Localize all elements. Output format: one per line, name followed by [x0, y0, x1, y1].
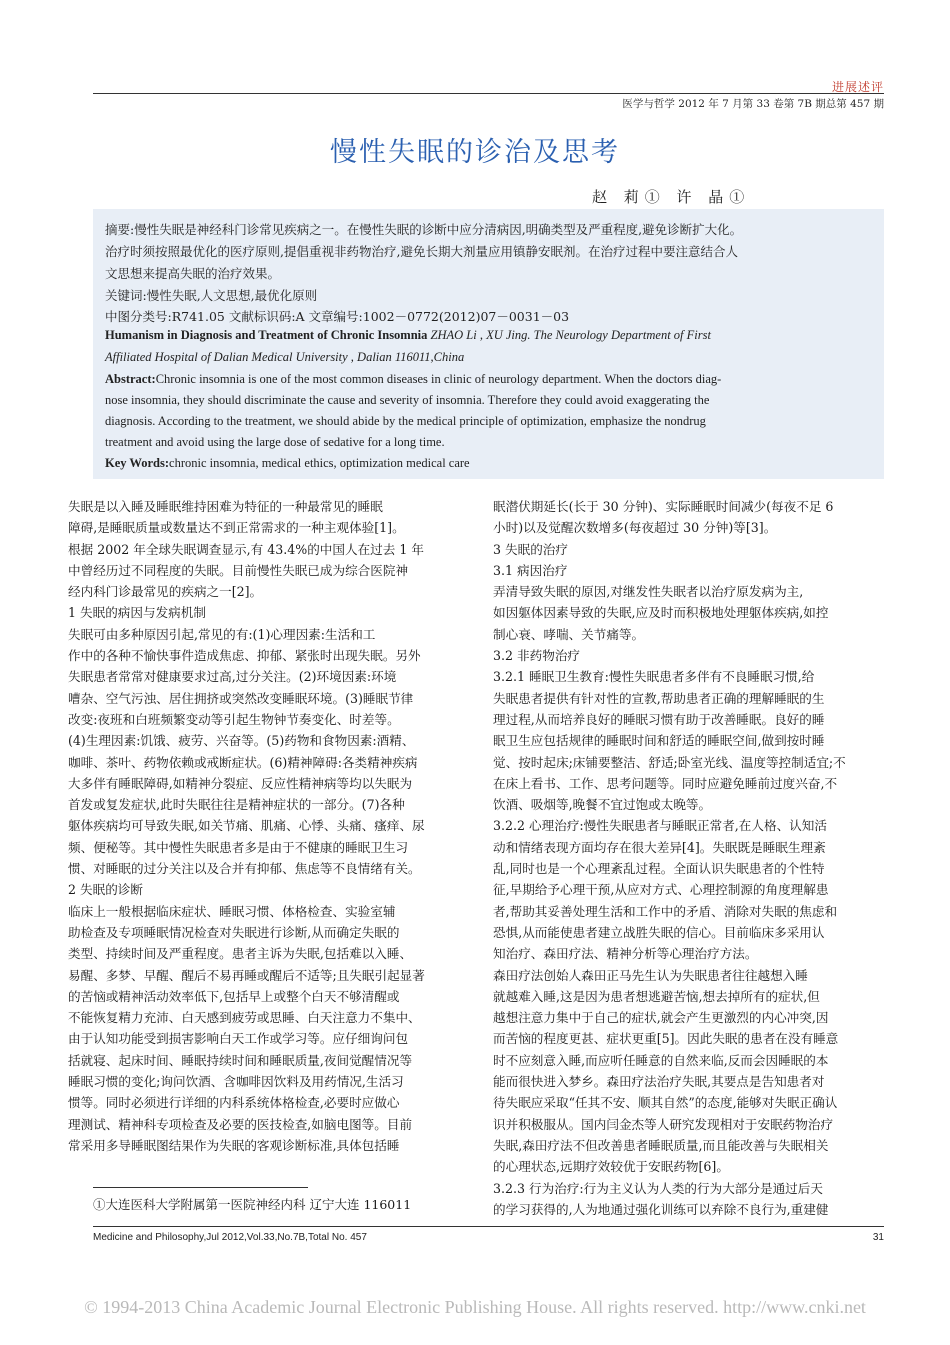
body-line: 3 失眠的治疗: [493, 541, 568, 557]
keywords-label: Key Words:: [105, 456, 170, 470]
footnote-rule: [93, 1187, 308, 1188]
body-line: 如因躯体因素导致的失眠,应及时而积极地处理躯体疾病,如控: [493, 605, 829, 621]
body-line: 的心理状态,远期疗效较优于安眠药物[6]。: [493, 1159, 729, 1175]
body-line: 失眠患者常常对健康要求过高,过分关注。(2)环境因素:环境: [68, 669, 397, 685]
body-line: 3.2.3 行为治疗:行为主义认为人类的行为大部分是通过后天: [493, 1180, 823, 1196]
body-line: (4)生理因素:饥饿、疲劳、兴奋等。(5)药物和食物因素:酒精、: [68, 733, 415, 749]
right-column: [493, 496, 846, 1220]
body-line: 就越难入睡,这是因为患者想逃避苦恼,想去掉所有的症状,但: [493, 988, 820, 1004]
english-abstract-line: diagnosis. According to the treatment, we should abide by the medical principle of optimization, emphasize the nondrug: [105, 414, 706, 428]
english-abstract-line: treatment and avoid using the large dose of sedative for a long time.: [105, 435, 445, 449]
body-line: 障碍,是睡眠质量或数量达不到正常需求的一种主观体验[1]。: [68, 520, 405, 536]
abstract-cn-line: 摘要:慢性失眠是神经科门诊常见疾病之一。在慢性失眠的诊断中应分清病因,明确类型及严重程度,避免诊断扩大化。: [105, 222, 743, 237]
body-line: 嘈杂、空气污浊、居住拥挤或突然改变睡眠环境。(3)睡眠节律: [68, 690, 414, 706]
body-line: 识并积极服从。国内闫金杰等人研究发现相对于安眠药物治疗: [493, 1116, 834, 1132]
body-line: 在床上看书、工作、思考问题等。同时应避免睡前过度兴奋,不: [493, 775, 838, 791]
body-line: 理过程,从而培养良好的睡眠习惯有助于改善睡眠。良好的睡: [493, 711, 825, 727]
body-line: 理测试、精神科专项检查及必要的医技检查,如脑电图等。目前: [68, 1116, 413, 1132]
body-line: 经内科门诊最常见的疾病之一[2]。: [68, 584, 263, 600]
footer-rule: [93, 1226, 884, 1227]
english-title-line: [105, 328, 711, 343]
body-line: 觉、按时起床;床铺要整洁、舒适;卧室光线、温度等控制适宜;不: [493, 754, 846, 770]
body-line: 惯、对睡眠的过分关注以及合并有抑郁、焦虑等不良情绪有关。: [68, 861, 421, 877]
body-line: 改变:夜班和白班频繁变动等引起生物钟节奏变化、时差等。: [68, 711, 400, 727]
journal-info: 医学与哲学 2012 年 7 月第 33 卷第 7B 期总第 457 期: [622, 98, 884, 110]
body-line: 待失眠应采取“任其不安、顺其自然”的态度,能够对失眠正确认: [493, 1095, 838, 1111]
body-line: 失眠可由多种原因引起,常见的有:(1)心理因素:生活和工: [68, 626, 376, 642]
body-line: 惯等。同时必须进行详细的内科系统体格检查,必要时应做心: [68, 1095, 400, 1111]
english-title: Humanism in Diagnosis and Treatment of Chronic Insomnia: [105, 328, 428, 342]
body-line: 森田疗法创始人森田正马先生认为失眠患者往往越想入睡: [493, 967, 808, 983]
body-line: 大多伴有睡眠障碍,如精神分裂症、反应性精神病等均以失眠为: [68, 775, 413, 791]
keywords-cn: 关键词:慢性失眠,人文思想,最优化原则: [105, 288, 318, 303]
body-line: 者,帮助其妥善处理生活和工作中的矛盾、消除对失眠的焦虑和: [493, 903, 838, 919]
body-line: 1 失眠的病因与发病机制: [68, 605, 206, 621]
body-line: 3.2.2 心理治疗:慢性失眠患者与睡眠正常者,在人格、认知活: [493, 818, 827, 834]
left-column: [68, 496, 425, 1156]
body-line: 而苦恼的程度更甚、症状更重[5]。因此失眠的患者在没有睡意: [493, 1031, 839, 1047]
english-keywords-line: [105, 456, 470, 471]
footer-citation: Medicine and Philosophy,Jul 2012,Vol.33,No.7B,Total No. 457: [93, 1232, 367, 1243]
body-line: 不能恢复精力充沛、白天感到疲劳或思睡、白天注意力不集中、: [68, 1010, 421, 1026]
body-line: 制心衰、哮喘、关节痛等。: [493, 626, 645, 642]
body-line: 动和情绪表现方面均存在很大差异[4]。失眠既是睡眠生理紊: [493, 839, 826, 855]
body-line: 弄清导致失眠的原因,对继发性失眠者以治疗原发病为主,: [493, 584, 804, 600]
section-tag: 进展述评: [831, 80, 884, 94]
article-title: 慢性失眠的诊治及思考: [330, 137, 620, 168]
body-line: 能而很快进入梦乡。森田疗法治疗失眠,其要点是告知患者对: [493, 1074, 825, 1090]
body-line: 3.2 非药物治疗: [493, 648, 581, 664]
english-affiliation: Affiliated Hospital of Dalian Medical University , Dalian 116011,China: [105, 350, 465, 364]
body-line: 饮酒、吸烟等,晚餐不宜过饱或太晚等。: [493, 797, 712, 813]
english-abstract-line: [105, 372, 721, 387]
body-line: 助检查及专项睡眠情况检查对失眠进行诊断,从而确定失眠的: [68, 924, 400, 940]
body-line: 乱,同时也是一个心理紊乱过程。全面认识失眠患者的个性特: [493, 861, 825, 877]
body-line: 2 失眠的诊断: [68, 882, 143, 898]
page-number: 31: [872, 1232, 884, 1243]
body-line: 3.1 病因治疗: [493, 562, 568, 578]
header-rule: [93, 93, 884, 94]
body-line: 知治疗、森田疗法、精神分析等心理治疗方法。: [493, 946, 758, 962]
authors: 赵 莉① 许 晶①: [592, 188, 751, 206]
body-line: 中曾经历过不同程度的失眠。目前慢性失眠已成为综合医院神: [68, 562, 409, 578]
footnote: ①大连医科大学附属第一医院神经内科 辽宁大连 116011: [93, 1197, 412, 1212]
body-line: 眠卫生应包括规律的睡眠时间和舒适的睡眠空间,做到按时睡: [493, 733, 825, 749]
body-line: 眠潜伏期延长(长于 30 分钟)、实际睡眠时间减少(每夜不足 6: [493, 499, 834, 514]
abstract-text: Chronic insomnia is one of the most common diseases in clinic of neurology department. When the doctors diag-: [155, 372, 722, 386]
classification: 中图分类号:R741.05 文献标识码:A 文章编号:1002－0772(2012)07－0031－03: [105, 309, 570, 324]
body-line: 频、便秘等。其中慢性失眠患者多是由于不健康的睡眠卫生习: [68, 839, 409, 855]
body-line: 失眠是以入睡及睡眠维持困难为特征的一种最常见的睡眠: [68, 499, 383, 514]
body-line: 征,早期给予心理干预,从应对方式、心理控制源的角度理解患: [493, 882, 829, 898]
body-line: 咖啡、茶叶、药物依赖或戒断症状。(6)精神障碍:各类精神疾病: [68, 754, 418, 770]
body-line: 失眠患者提供有针对性的宣教,帮助患者正确的理解睡眠的生: [493, 690, 825, 706]
english-authors: ZHAO Li , XU Jing. The Neurology Department of First: [427, 328, 711, 342]
body-line: 恐惧,从而能使患者建立战胜失眠的信心。目前临床多采用认: [493, 924, 825, 940]
body-line: 作中的各种不愉快事件造成焦虑、抑郁、紧张时出现失眠。另外: [68, 648, 421, 664]
body-line: 常采用多导睡眠图结果作为失眠的客观诊断标准,具体包括睡: [68, 1137, 400, 1153]
body-line: 首发或复发症状,此时失眠往往是精神症状的一部分。(7)各种: [68, 797, 405, 813]
body-line: 易醒、多梦、早醒、醒后不易再睡或醒后不适等;且失眠引起显著: [68, 967, 425, 983]
english-abstract-line: nose insomnia, they should discriminate the cause and severity of insomnia. Therefore they could avoid exaggerating the: [105, 393, 710, 407]
abstract-label: Abstract:: [105, 372, 156, 386]
copyright-watermark: © 1994-2013 China Academic Journal Electronic Publishing House. All rights reserved. http://www.cnki.net: [84, 1297, 866, 1317]
body-line: 根据 2002 年全球失眠调查显示,有 43.4%的中国人在过去 1 年: [68, 541, 424, 557]
body-line: 3.2.1 睡眠卫生教育:慢性失眠患者多伴有不良睡眠习惯,给: [493, 669, 815, 685]
english-keywords: chronic insomnia, medical ethics, optimization medical care: [169, 456, 470, 470]
abstract-cn-line: 文思想来提高失眠的治疗效果。: [105, 266, 281, 281]
body-line: 小时)以及觉醒次数增多(每夜超过 30 分钟)等[3]。: [493, 520, 777, 536]
body-line: 临床上一般根据临床症状、睡眠习惯、体格检查、实验室辅: [68, 903, 396, 919]
body-line: 睡眠习惯的变化;询问饮酒、含咖啡因饮料及用药情况,生活习: [68, 1074, 404, 1090]
abstract-cn-line: 治疗时须按照最优化的医疗原则,提倡重视非药物治疗,避免长期大剂量应用镇静安眠剂。在治疗过程中要注意结合人: [105, 244, 738, 259]
body-line: 括就寝、起床时间、睡眠持续时间和睡眠质量,夜间觉醒情况等: [68, 1052, 413, 1068]
body-line: 类型、持续时间及严重程度。患者主诉为失眠,包括难以入睡、: [68, 946, 413, 962]
body-line: 越想注意力集中于自己的症状,就会产生更激烈的内心冲突,因: [493, 1010, 829, 1026]
body-line: 躯体疾病均可导致失眠,如关节痛、肌痛、心悸、头痛、瘙痒、尿: [68, 818, 425, 834]
body-line: 由于认知功能受到损害影响白天工作或学习等。应仔细询问包: [68, 1031, 409, 1047]
body-line: 时不应刻意入睡,而应听任睡意的自然来临,反而会因睡眠的本: [493, 1052, 829, 1068]
body-line: 失眠,森田疗法不但改善患者睡眠质量,而且能改善与失眠相关: [493, 1137, 829, 1153]
body-line: 的苦恼或精神活动效率低下,包括早上或整个白天不够清醒或: [68, 988, 400, 1004]
body-line: 的学习获得的,人为地通过强化训练可以弃除不良行为,重建健: [493, 1201, 829, 1217]
